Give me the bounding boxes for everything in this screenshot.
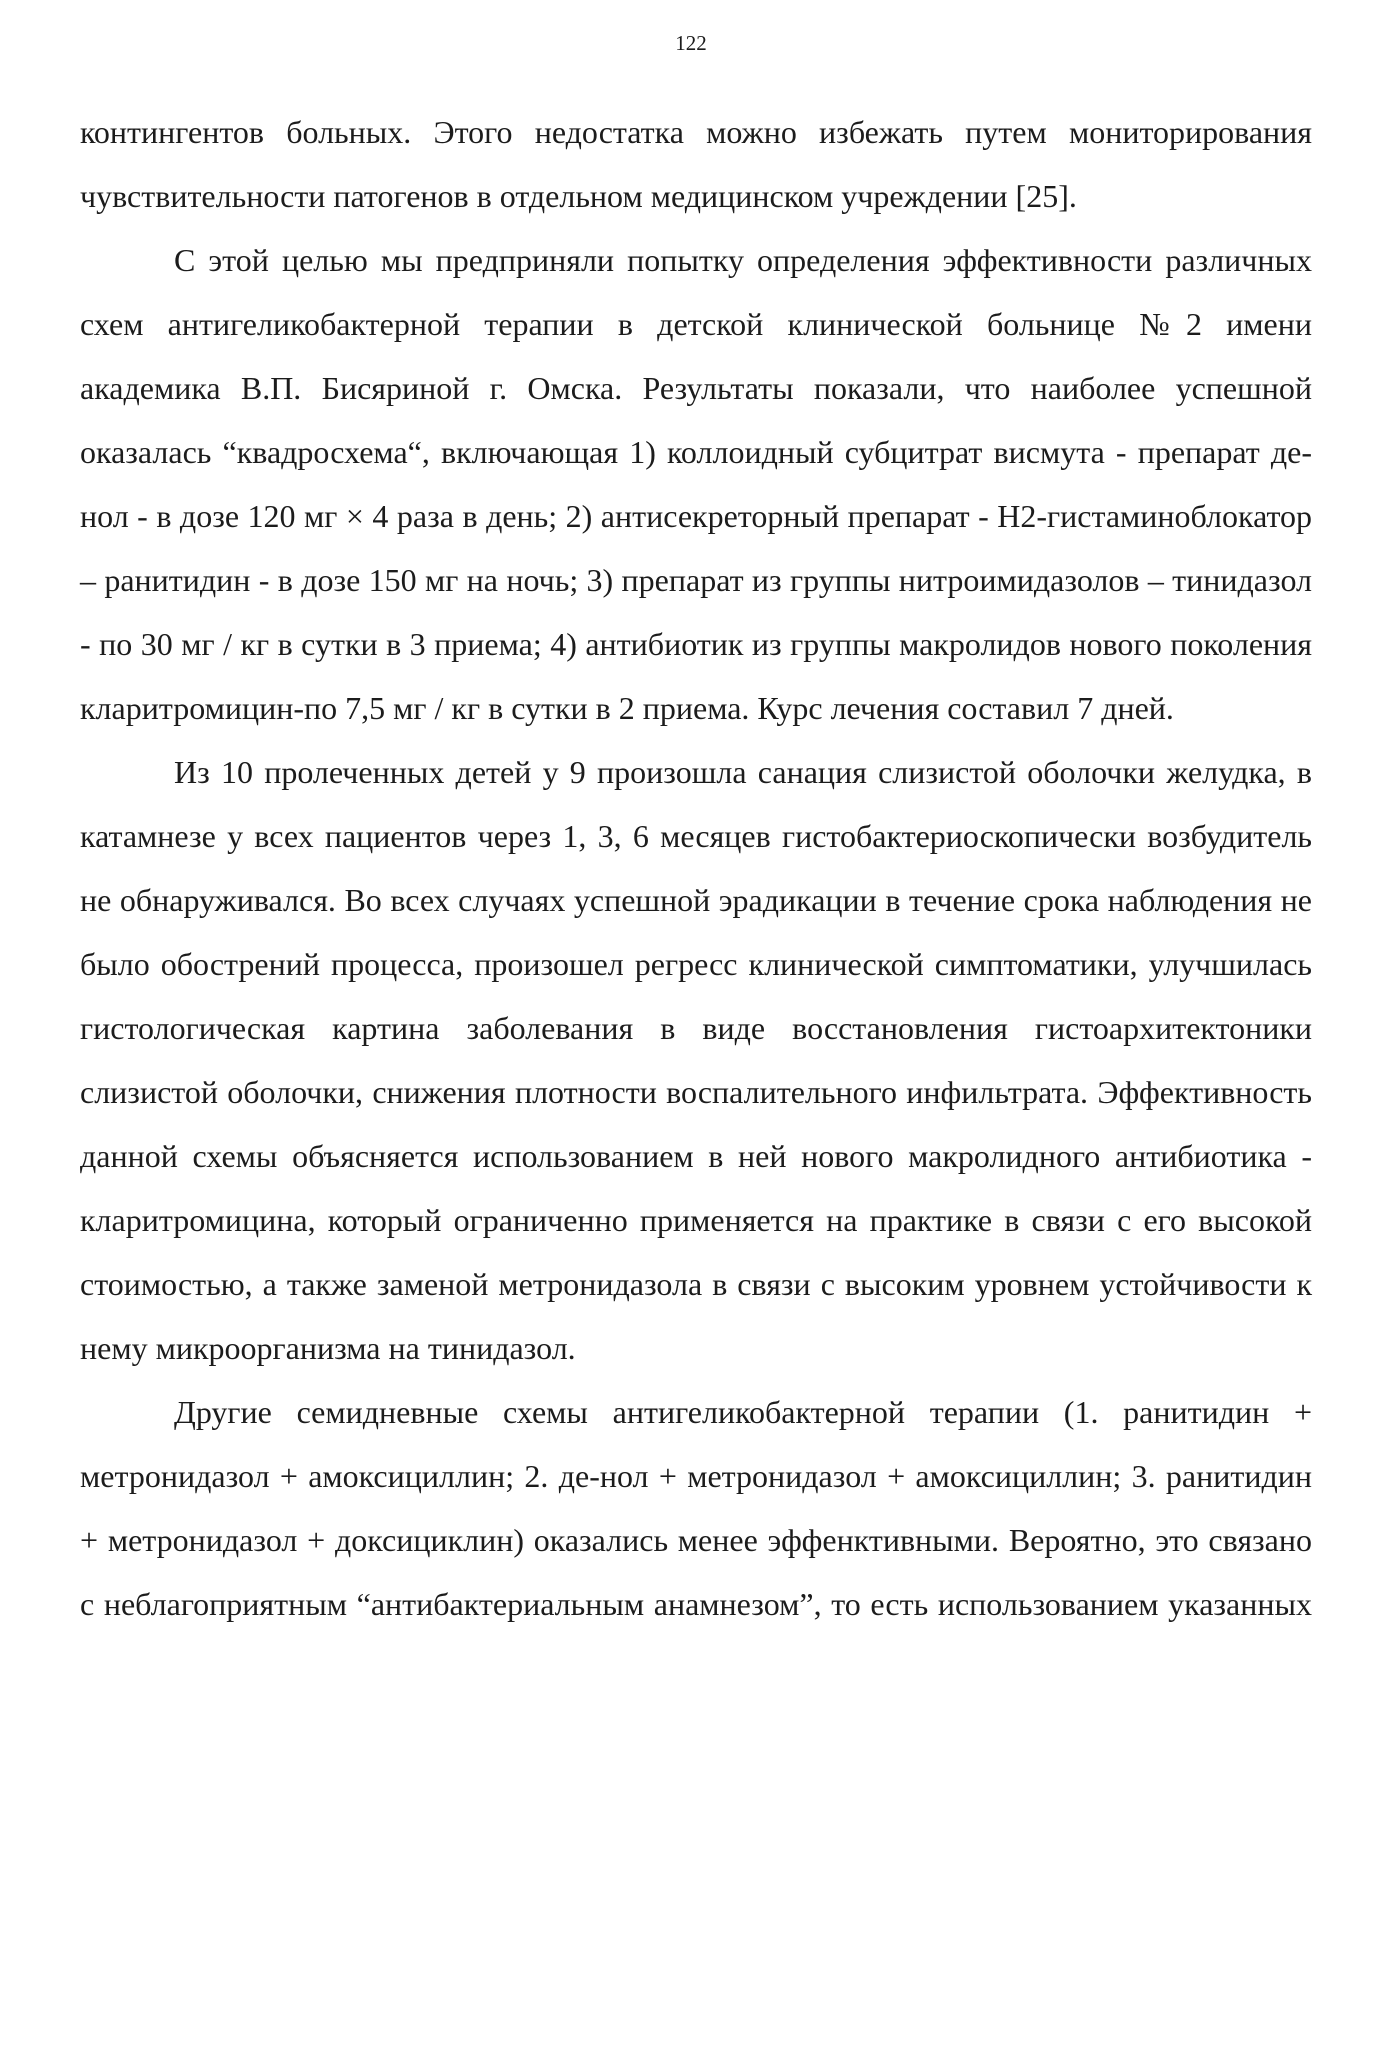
paragraph-treatment-schemes: С этой целью мы предприняли попытку определения эффективности различных схем антигеликобактерной терапии в детской клинической больнице №2 имени академика В.П. Бисяриной г. Омска. Результаты показали, что наиболее успешной оказалась “квадросхема“, включающая 1) коллоидный субцитрат висмута - препарат де-нол - в дозе 120 мг × 4 раза в день; 2) антисекреторный препарат - Н2-гистаминоблокатор – ранитидин - в дозе 150 мг на ночь; 3) препарат из группы нитроимидазолов – тинидазол - по 30 мг / кг в сутки в 3 приема; 4) антибиотик из группы макролидов нового поколения кларитромицин-по 7,5 мг / кг в сутки в 2 приема. Курс лечения составил 7 дней. [80, 242, 1312, 726]
paragraph-results: Из 10 пролеченных детей у 9 произошла санация слизистой оболочки желудка, в катамнезе у всех пациентов через 1, 3, 6 месяцев гистобактериоскопически возбудитель не обнаруживался. Во всех случаях успешной эрадикации в течение срока наблюдения не было обострений процесса, произошел регресс клинической симптоматики, улучшилась гистологическая картина заболевания в виде восстановления гистоархитектоники слизистой оболочки, снижения плотности воспалительного инфильтрата. Эффективность данной схемы объясняется использованием в ней нового макролидного антибиотика - кларитромицина, который ограниченно применяется на практике в связи с его высокой стоимостью, а также заменой метронидазола в связи с высоким уровнем устойчивости к нему микроорганизма на тинидазол. [80, 754, 1312, 1366]
paragraph-continuation: контингентов больных. Этого недостатка можно избежать путем мониторирования чувствительности патогенов в отдельном медицинском учреждении [25]. [80, 114, 1312, 214]
page-number: 122 [675, 31, 707, 55]
paragraph-other-schemes: Другие семидневные схемы антигеликобактерной терапии (1. ранитидин + метронидазол + амоксициллин; 2. де-нол + метронидазол + амоксициллин; 3. ранитидин + метронидазол + доксициклин) оказались менее эффенктивными. Вероятно, это связано с неблагоприятным “антибактериальным анамнезом”, то есть использованием указанных [80, 1394, 1312, 1622]
body-text [80, 100, 1312, 1636]
